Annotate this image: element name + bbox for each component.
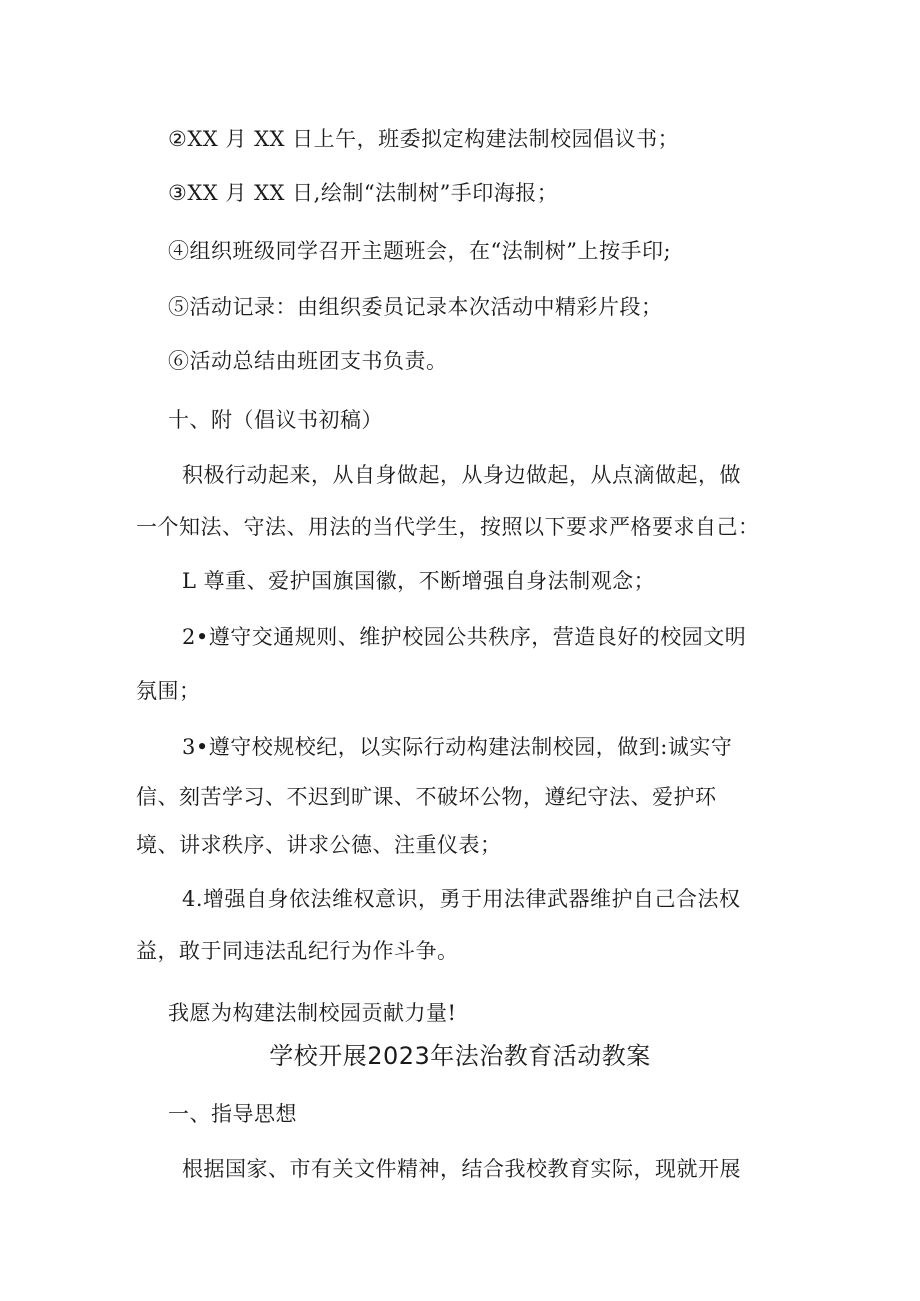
pledge-item-4-line-2: 益，敢于同违法乱纪行为作斗争。 <box>136 939 459 963</box>
pledge-item-2-line-1: 2•遵守交通规则、维护校园公共秩序，营造良好的校园文明 <box>182 625 747 649</box>
pledge-item-3-line-2: 信、刻苦学习、不迟到旷课、不破坏公物，遵纪守法、爱护环 <box>136 785 717 809</box>
appendix-heading: 十、附（倡议书初稿） <box>168 408 383 432</box>
section-1-heading: 一、指导思想 <box>168 1102 297 1126</box>
pledge-item-4-line-1: 4.增强自身依法维权意识，勇于用法律武器维护自己合法权 <box>182 887 741 911</box>
lesson-plan-title: 学校开展2023年法治教育活动教案 <box>269 1042 651 1070</box>
step-6: ⑥活动总结由班团支书负责。 <box>168 349 448 373</box>
pledge-item-1: L 尊重、爱护国旗国徽，不断增强自身法制观念； <box>182 569 656 593</box>
intro-line-1: 积极行动起来，从自身做起，从身边做起，从点滴做起，做 <box>182 463 741 487</box>
pledge-closing: 我愿为构建法制校园贡献力量! <box>168 1001 457 1025</box>
section-1-text: 根据国家、市有关文件精神，结合我校教育实际，现就开展 <box>182 1157 741 1181</box>
step-2: ②XX 月 XX 日上午，班委拟定构建法制校园倡议书； <box>168 127 680 151</box>
step-5: ⑤活动记录：由组织委员记录本次活动中精彩片段； <box>168 295 663 319</box>
step-3: ③XX 月 XX 日,绘制“法制树”手印海报； <box>168 181 559 205</box>
pledge-item-2-line-2: 氛围； <box>136 679 201 703</box>
step-4: ④组织班级同学召开主题班会，在“法制树”上按手印; <box>168 239 672 263</box>
pledge-item-3-line-1: 3•遵守校规校纪，以实际行动构建法制校园，做到:诚实守 <box>182 735 733 759</box>
pledge-item-3-line-3: 境、讲求秩序、讲求公德、注重仪表； <box>136 833 502 857</box>
intro-line-2: 一个知法、守法、用法的当代学生，按照以下要求严格要求自己： <box>136 515 760 539</box>
